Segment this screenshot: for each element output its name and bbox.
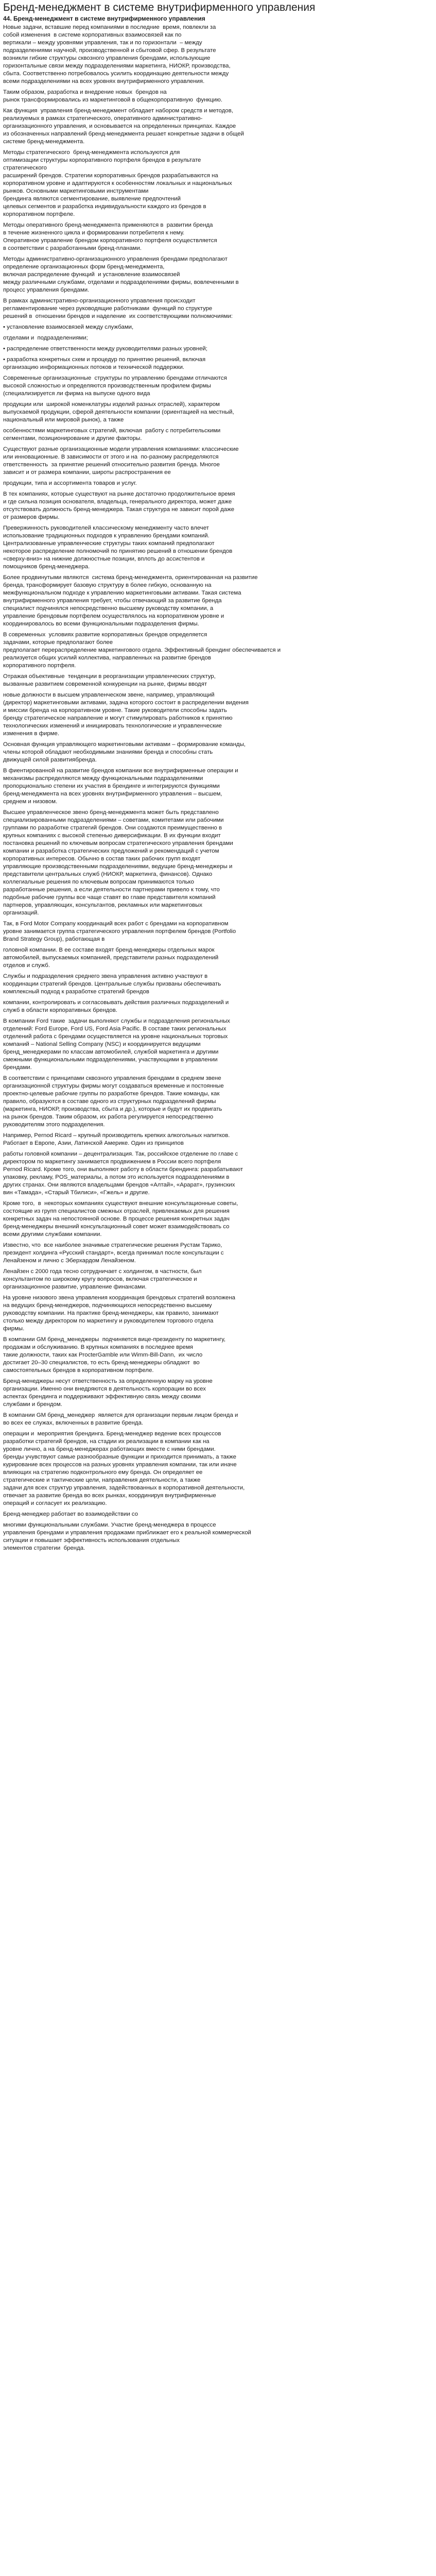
paragraph: Таким образом, разработка и внедрение новых брендов на рынок трансформировались из маркетинговой в общекорпоративную функцию. xyxy=(3,89,223,103)
paragraph: В фиентированной на развитие брендов компании все внутрифирменные операции и механизмы распределяются между функциональными подразделениями пропорционально степени их участия в брендинге и интегрируются функциями бренд-менеджмента на всех уровнях внутрифирменного управления – высшем, среднем и низовом. xyxy=(3,768,238,805)
section-heading: 44. Бренд-менеджмент в системе внутрифирменного управления xyxy=(3,15,205,22)
paragraph: новые должности в высшем управленческом звене, например, управляющий (директор) маркетинговыми активами, задача которого состоит в распределении видения и миссии бренда на корпоративном уровне. Такие руководители способны задать бренду стратегическое направление и могут стимулировать работников к принятию технологических изменений и инициировать технологические и управленческие изменения в фирме. xyxy=(3,692,249,737)
paragraph: В тех компаниях, которые существуют на рынке достаточно продолжительное время и где сильна позиция основателя, владельца, генерального директора, может даже отсутствовать должность бренд-менеджера. Такая структура не зависит порой даже от размеров фирмы. xyxy=(3,491,235,520)
paragraph: работы головной компании – децентрализация. Так, российское отделение по главе с директором по маркетингу занимается продвижением в России всего портфеля Pernod Ricard. Кроме того, они выполняют работу в области брендинга: разрабатывают упаковку, рекламу, POS_материалы, а потом это используется подразделениями в других странах. Они являются владельцами брендов «Алтай», «Арарат», грузинских вин «Тамада», «Старый Тбилиси», «Гжель» и другие. xyxy=(3,1151,243,1196)
paragraph: В компании Ford такие задачи выполняют службы и подразделения региональных отделений: Ford Europe, Ford US, Ford Asia Pacific. В составе таких региональных отделений работа с брендами осуществляется на уровне национальных торговых компаний – National Selling Company (NSC) и координируется ведущими бренд_менеджерами по классам автомобилей, службой маркетинга и другими смежными функциональными подразделениями, участвующими в управлении брендами. xyxy=(3,1018,230,1071)
paragraph: Известно, что все наиболее значимые стратегические решения Рустам Тарико, президент холдинга «Русский стандарт», всегда принимал после консультации с Ленайзеном и лично с Эберхардом Ленайзеном. xyxy=(3,1242,224,1264)
paragraph: В рамках административно-организационного управления происходит регламентирование через руководящие работниками функций по структуре решений в отношении брендов и наделение их соответствующими полномочиями: xyxy=(3,298,233,319)
paragraph: многими функциональными службами. Участие бренд-менеджера в процессе управления брендами и управления продажами приближает его к реальной коммерческой ситуации и повышает эффективность использования отдельных элементов стратегии бренда. xyxy=(3,1522,251,1551)
article-body xyxy=(3,24,427,1552)
page-title: Бренд-менеджмент в системе внутрифирменного управления xyxy=(3,2,316,13)
paragraph: На уровне низового звена управления координация брендовых стратегий возложена на ведущих бренд-менеджеров, подчиняющихся непосредственно высшему руководству компании. На практике бренд-менеджеры, как правило, занимают столько между директором по маркетингу и руководителем торгового отдела фирмы. xyxy=(3,1295,235,1332)
paragraph: Основная функция управляющего маркетинговыми активами – формирование команды, члены которой обладают необходимыми знаниями бренда и способны стать движущей силой развитиябренда. xyxy=(3,741,246,763)
paragraph: головной компании. В ее составе входят бренд-менеджеры отдельных марок автомобилей, выпускаемых компанией, представители разных подразделений отделов и служб. xyxy=(3,947,219,969)
paragraph: особенностями маркетинговых стратегий, включая работу с потребительскими сегментами, позиционирование и другие факторы. xyxy=(3,428,221,442)
paragraph: компании, контролировать и согласовывать действия различных подразделений и служб в области корпоративных брендов. xyxy=(3,999,229,1013)
paragraph: Методы административно-организационного управления брендами предполагают определение организационных форм бренд-менеджмента, включая распределение функций и установление взаимосвязей между различными службами, отделами и подразделениями фирмы, вовлеченными в процесс управления брендами. xyxy=(3,256,239,293)
paragraph: • установление взаимосвязей между службами, xyxy=(3,324,134,330)
paragraph: Ленайзен с 2000 года тесно сотрудничает с холдингом, в частности, был консультантом по широкому кругу вопросов, включая стратегическое и организационное развитие, управление финансами. xyxy=(3,1268,202,1290)
paragraph: Превержинность руководителей классическому менеджменту часто влечет использование традиционных подходов к управлению брендами компаний. Централизованные управленческие структуры таких компаний предполагают некоторое распределение полномочий по принятию решений в отношении брендов «сверху-вниз» на нижние должностные позиции, вплоть до ассистентов и помощников бренд-менеджера. xyxy=(3,525,233,570)
paragraph: Высшее управленческое звено бренд-менеджмента может быть представлено специализированными подразделениями – советами, комитетами или рабочими группами по разработке стратегий брендов. Они создаются преимущественно в крупных компаниях с высокой степенью диверсификации. В их функции входит постановка решений по ключевым вопросам стратегического управления брендами компании и разработка стратегических предложений и рекомендаций с учетом корпоративных интересов. Обычно в состав таких рабочих групп входят управляющие производственными подразделениями, ведущие бренд-менеджеры и представители центральных служб (НИОКР, маркетинга, финансов). Однако коллегиальные решения по ключевым вопросам принимаются только разработанные решения, а если деятельности партнерами привело к тому, что подобные рабочие группы все чаще ставят во главе представителя компаний партнеров, управляющих, консультантов, рекламных или маркетинговых организаций. xyxy=(3,809,233,916)
paragraph: Более продвинутыми являются система бренд-менеджмента, ориентированная на развитие бренда, трансформирует базовую структуру в более гибкую, основанную на межфункциональном подходе к управлению маркетинговыми активами. Такая система внутрифирменного управления требует, чтобы отвечающий за развитие бренда специалист подчинялся непосредственно высшему руководству компании, а управление брендовым портфелем осуществлялось на корпоративном уровне и координировалось во всеми функциональными подразделения фирмы. xyxy=(3,574,258,627)
paragraph: • разработка конкретных схем и процедур по принятию решений, включая организацию информационных потоков и технической поддержки. xyxy=(3,357,206,370)
paragraph: Существуют разные организационные модели управления компаниями: классические или инновационные. В зависимости от этого и на по-разному распределяются ответственность за принятие решений относительно развития бренда. Многое зависит и от размера компании, широты распространения ее xyxy=(3,446,239,476)
paragraph: В компании GM бренд_менеджеры подчиняется вице-президенту по маркетингу, продажам и обслуживанию. В крупных компаниях в последнее время такие должности, таких как ProcterGamble или Wimm-Bill-Dann, их число достигает 20–30 специалистов, то есть бренд-менеджеры обладают во самостоятельных брендов в корпоративном портфеле. xyxy=(3,1336,225,1374)
paragraph: операции и мероприятия брендинга. Бренд-менеджер ведение всех процессов разработки стратегий брендов, на стадии их реализации в компании как на уровне лично, а на бренд-менеджерах работающих вместе с ними брендами. бренды учувствуют самые разнообразные функции и приходится принимать, а также курирование всех процессов на разных уровнях управления компании, так или иначе влияющих на стратегию подконтрольного ему бренда. Он определяет ее стратегические и тактические цели, направления деятельности, а также задачи для всех структур управления, задействованных в корпоративной деятельности, отвечает за развитие бренда во всех рынках, координируя внутрифирменные операций и согласует их реализацию. xyxy=(3,1431,245,1506)
paragraph: В современных условиях развитие корпоративных брендов определяется задачами, которые предполагают более предполагает перераспределение маркетингового отдела. Эффективный брендинг обеспечивается и реализуется общих усилий коллектива, направленных на развитие брендов корпоративного портфеля. xyxy=(3,632,281,669)
paragraph: В компании GM бренд_менеджер является для организации первым лицом бренда и во всех ее служах, включенных в развитие бренда. xyxy=(3,1412,238,1426)
paragraph: Бренд-менеджеры несут ответственность за определенную марку на уровне организации. Именно они внедряются в деятельность корпорации во всех аспектах брендинга и поддерживают эффективную связь между своими службами и брендом. xyxy=(3,1378,213,1408)
paragraph: • распределение ответственности между руководителями разных уровней; xyxy=(3,346,207,352)
paragraph: Службы и подразделения среднего звена управления активно участвуют в координации стратегий брендов. Центральные службы призваны обеспечивать комплексный подход к разработке стратегий брендов xyxy=(3,973,221,995)
paragraph: Так, в Ford Motor Company координаций всех работ с брендами на корпоративном уровне занимается группа стратегического управления портфелем брендов (Portfolio Brand Strategy Group), работающая в xyxy=(3,921,236,942)
paragraph: продукции или широкой номенклатуры изделий разных отраслей), характером выпускаемой продукции, сферой деятельности компании (ориентацией на местный, национальный или мировой рынок), а также xyxy=(3,401,234,423)
paragraph: Методы стратегического бренд-менеджмента используются для оптимизации структуры корпоративного портфеля брендов в результате стратегического расширений брендов. Стратегии корпоративных брендов разрабатываются на корпоративном уровне и адаптируются к особенностям локальных и национальных рынков. Основными маркетинговыми инструментами брендинга являются сегментирование, выявление предпочтений целевых сегментов и разработка индивидуальности каждого из брендов в корпоративном портфеле. xyxy=(3,149,232,217)
paragraph: Кроме того, в некоторых компаниях существуют внешние консультационные советы, состоящие из групп специалистов смежных отраслей, привлекаемых для решения конкретных задач на непостоянной основе. В процессе решения конкретных задач бренд-менеджеры внешний консультационный совет может взаимодействовать со всеми другими службами компании. xyxy=(3,1200,238,1238)
paragraph: продукции, типа и ассортимента товаров и услуг. xyxy=(3,480,137,486)
paragraph: Отражая объективные тенденции в реорганизации управленческих структур, вызванные развитием современной конкуренции на рынке, фирмы вводят xyxy=(3,673,216,687)
paragraph: Методы оперативного бренд-менеджмента применяются в развитии бренда в течение жизненного цикла и формировании потребителя к нему. Оперативное управление брендом корпоративного портфеля осуществляется в соответствии с разработанными бренд-планами. xyxy=(3,222,217,251)
paragraph: Новые задачи, вставшие перед компаниями в последние время, повлекли за собой изменения в системе корпоративных взаимосвязей как по вертикали – между уровнями управления, так и по горизонтали – между подразделениями научной, производственной и сбытовой сфер. В результате возникли гибкие структуры сквозного управления брендами, использующие горизонтальные связи между подразделениями маркетинга, НИОКР, производства, сбыта. Соответственно потребовалось усилить координацию деятельности между всеми подразделениями на всех уровнях внутрифирменного управления. xyxy=(3,24,231,84)
paragraph: В соответствии с принципами сквозного управления брендами в среднем звене организационной структуры фирмы могут создаваться временные и постоянные проектно-целевые рабочие группы по разработке брендов. Такие команды, как правило, образуются в составе одного из структурных подразделений фирмы (маркетинга, НИОКР, производства, сбыта и др.), которые и будут их продвигать на рынок брендов. Таким образом, их работа регулируется непосредственно руководителям этого подразделения. xyxy=(3,1075,224,1128)
paragraph: Современные организационные структуры по управлению брендами отличаются высокой сложностью и определяются производственным профилем фирмы (специализируется ли фирма на выпуске одного вида xyxy=(3,375,227,397)
paragraph: Например, Pernod Ricard – крупный производитель крепких алкогольных напитков. Работает в Европе, Азии, Латинской Америке. Один из принципов xyxy=(3,1132,230,1146)
paragraph: отделами и подразделениями; xyxy=(3,335,88,341)
paragraph: Как функция управления бренд-менеджмент обладает набором средств и методов, реализуемых в рамках стратегического, оперативного административно- организационного управления, и основывается на определенных принципах. Каждое из обозначенных направлений бренд-менеджмента решает конкретные задачи в общей системе бренд-менеджмента. xyxy=(3,108,244,145)
paragraph: Бренд-менеджер работает во взаимодействии со xyxy=(3,1511,138,1517)
